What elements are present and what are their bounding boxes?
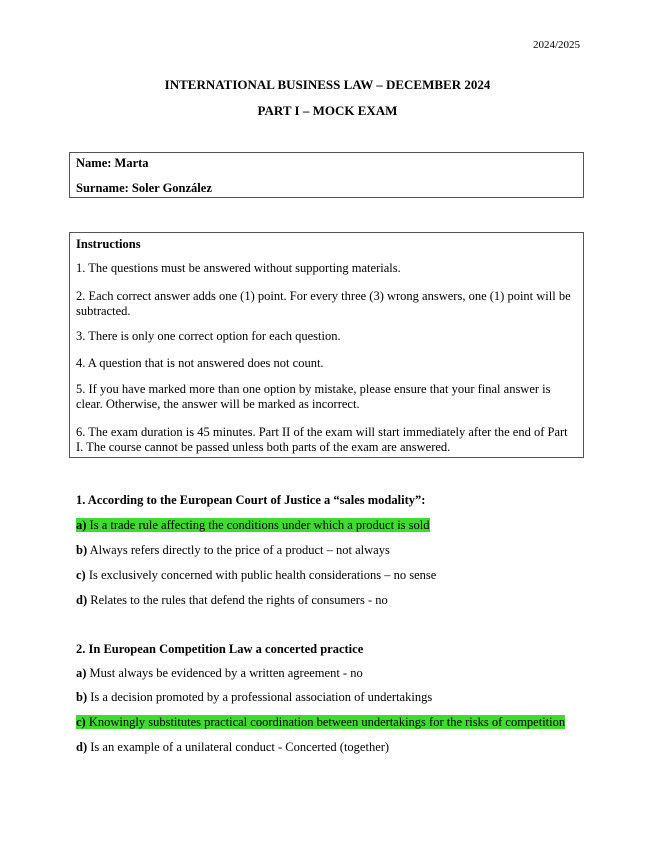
question-2-option-d — [76, 740, 389, 754]
question-2-option-b — [76, 690, 432, 704]
question-1-option-a — [76, 518, 430, 532]
academic-year: 2024/2025 — [532, 39, 580, 51]
instruction-item: 1. The questions must be answered without supporting materials. — [76, 261, 401, 275]
option-letter: b) — [76, 543, 88, 557]
instructions-heading: Instructions — [76, 237, 141, 251]
option-letter: d) — [76, 740, 88, 754]
option-letter: d) — [76, 593, 88, 607]
question-1-title: 1. According to the European Court of Justice a “sales modality”: — [76, 493, 426, 507]
exam-subtitle: PART I – MOCK EXAM — [257, 103, 398, 118]
question-2-option-c — [76, 715, 565, 729]
instruction-item: 5. If you have marked more than one option by mistake, please ensure that your final answer is clear. Otherwise, the answer will be marked as incorrect. — [76, 382, 551, 411]
instruction-item: 4. A question that is not answered does not count. — [76, 356, 324, 370]
student-name: Name: Marta — [76, 156, 149, 170]
question-1-option-b — [76, 543, 390, 557]
exam-title: INTERNATIONAL BUSINESS LAW – DECEMBER 2024 — [164, 77, 491, 92]
student-info-box — [69, 152, 584, 198]
question-2-option-a — [76, 666, 363, 680]
option-letter: a) — [76, 666, 87, 680]
option-text: Always refers directly to the price of a product – not always — [89, 543, 390, 557]
option-letter: b) — [76, 690, 88, 704]
instruction-item: 3. There is only one correct option for each question. — [76, 329, 341, 343]
instruction-item: 6. The exam duration is 45 minutes. Part II of the exam will start immediately after the end of Part I. The course cannot be passed unless both parts of the exam are answered. — [76, 425, 568, 454]
option-text: Relates to the rules that defend the rights of consumers - no — [90, 593, 388, 607]
option-text: Is a decision promoted by a professional association of undertakings — [90, 690, 433, 704]
instructions-box — [69, 232, 584, 458]
option-letter: a) — [76, 518, 87, 532]
option-text: Is a trade rule affecting the conditions under which a product is sold — [89, 518, 430, 532]
student-surname: Surname: Soler González — [76, 181, 212, 195]
answer-highlight — [76, 518, 430, 532]
answer-highlight — [76, 715, 565, 729]
option-text: Is an example of a unilateral conduct - Concerted (together) — [90, 740, 390, 754]
question-1-option-c — [76, 568, 436, 582]
option-text: Is exclusively concerned with public health considerations – no sense — [88, 568, 437, 582]
option-text: Knowingly substitutes practical coordination between undertakings for the risks of competition — [88, 715, 566, 729]
question-1-option-d — [76, 593, 388, 607]
instruction-item: 2. Each correct answer adds one (1) point. For every three (3) wrong answers, one (1) point will be subtracted. — [76, 289, 571, 318]
option-letter: c) — [76, 568, 86, 582]
question-2-title: 2. In European Competition Law a concerted practice — [76, 642, 364, 656]
option-letter: c) — [76, 715, 86, 729]
option-text: Must always be evidenced by a written agreement - no — [89, 666, 363, 680]
